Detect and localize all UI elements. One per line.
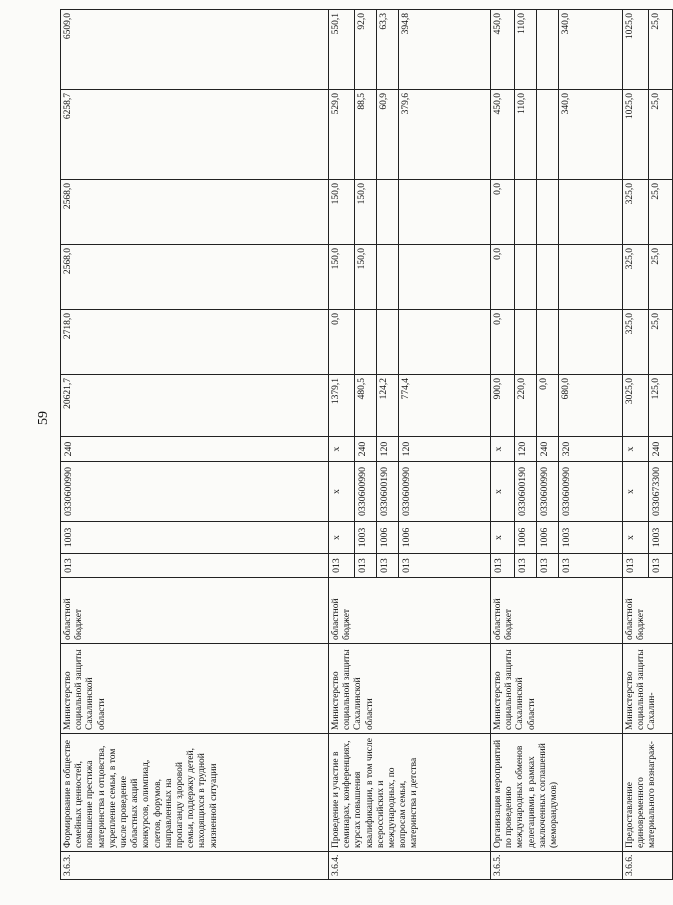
rzpr-cell: 1006 [399,522,491,554]
rzpr-cell: 1003 [61,522,329,554]
rzpr-cell: 1003 [559,522,623,554]
total-cell: 124,2 [377,375,399,437]
year2-cell [399,245,491,310]
csr-cell: 0330600990 [399,462,491,522]
year2-cell [377,245,399,310]
funding-source: областной бюджет [329,578,491,644]
year5-cell [537,10,559,90]
grbs-cell: 013 [377,554,399,578]
row-number: 3.6.6. [623,852,673,880]
year4-cell: 110,0 [515,90,537,180]
csr-cell: 0330600990 [559,462,623,522]
grbs-cell: 013 [399,554,491,578]
row-number: 3.6.3. [61,852,329,880]
page-number: 59 [36,411,51,425]
csr-cell: 0330673300 [649,462,673,522]
year5-cell: 92,0 [355,10,377,90]
grbs-cell: 013 [491,554,515,578]
year1-cell [537,310,559,375]
funding-source: областной бюджет [491,578,623,644]
rzpr-cell: х [491,522,515,554]
total-cell: 125,0 [649,375,673,437]
vr-cell: 240 [355,437,377,462]
total-cell: 220,0 [515,375,537,437]
year3-cell [537,180,559,245]
executor: Министерство социальной защиты Сахалинской области [61,644,329,734]
year3-cell: 25,0 [649,180,673,245]
vr-cell: х [491,437,515,462]
measure-name: Проведение и участие в семинарах, конференциях, курсах повышения квалификации, в том числе всероссийских и международных, по вопросам семьи, материнства и детства [329,734,491,852]
grbs-cell: 013 [355,554,377,578]
rzpr-cell: 1006 [515,522,537,554]
year2-cell: 150,0 [329,245,355,310]
year4-cell: 1025,0 [623,90,649,180]
vr-cell: 120 [377,437,399,462]
vr-cell: 320 [559,437,623,462]
measure-name: Организация мероприятий по проведению международных обменов делегациями, в рамках заключенных соглашений (меморандумов) [491,734,623,852]
year2-cell [515,245,537,310]
year3-cell [377,180,399,245]
vr-cell: х [329,437,355,462]
rzpr-cell: 1006 [377,522,399,554]
measure-name: Формирование в обществе семейных ценностей, повышение престижа материнства и отцовства, укрепление семьи, в том числе проведение областных акций конкурсов, олимпиад, слетов, форумов, направленных на пропаганду здоровой семьи, поддержку детей, находящихся в трудной жизненной ситуации [61,734,329,852]
year4-cell: 6258,7 [61,90,329,180]
year5-cell: 450,0 [491,10,515,90]
rzpr-cell: 1003 [355,522,377,554]
csr-cell: х [623,462,649,522]
year3-cell: 0,0 [491,180,515,245]
table-row [623,10,649,880]
csr-cell: 0330600990 [61,462,329,522]
csr-cell: х [491,462,515,522]
year2-cell [537,245,559,310]
table-row [61,10,329,880]
year5-cell: 63,3 [377,10,399,90]
total-cell: 3025,0 [623,375,649,437]
year1-cell: 25,0 [649,310,673,375]
year1-cell: 2718,0 [61,310,329,375]
rotated-table-container [60,10,662,880]
vr-cell: х [623,437,649,462]
vr-cell: 240 [61,437,329,462]
executor: Министерство социальной защиты Сахалинской области [491,644,623,734]
year3-cell [399,180,491,245]
table-row [491,10,515,880]
year2-cell: 0,0 [491,245,515,310]
csr-cell: х [329,462,355,522]
year3-cell: 325,0 [623,180,649,245]
year1-cell: 325,0 [623,310,649,375]
year1-cell [515,310,537,375]
total-cell: 1379,1 [329,375,355,437]
year4-cell: 340,0 [559,90,623,180]
csr-cell: 0330600190 [377,462,399,522]
year5-cell: 550,1 [329,10,355,90]
year5-cell: 110,0 [515,10,537,90]
rzpr-cell: 1003 [649,522,673,554]
year5-cell: 25,0 [649,10,673,90]
total-cell: 774,4 [399,375,491,437]
rzpr-cell: х [623,522,649,554]
year2-cell: 2568,0 [61,245,329,310]
csr-cell: 0330600990 [537,462,559,522]
year2-cell: 325,0 [623,245,649,310]
grbs-cell: 013 [329,554,355,578]
year4-cell: 25,0 [649,90,673,180]
rzpr-cell: х [329,522,355,554]
year4-cell: 379,6 [399,90,491,180]
vr-cell: 120 [399,437,491,462]
year1-cell [399,310,491,375]
vr-cell: 240 [537,437,559,462]
grbs-cell: 013 [515,554,537,578]
total-cell: 900,0 [491,375,515,437]
funding-source: областной бюджет [61,578,329,644]
grbs-cell: 013 [649,554,673,578]
year2-cell: 150,0 [355,245,377,310]
year3-cell: 150,0 [329,180,355,245]
grbs-cell: 013 [537,554,559,578]
year2-cell [559,245,623,310]
year4-cell: 88,5 [355,90,377,180]
csr-cell: 0330600990 [355,462,377,522]
year5-cell: 394,8 [399,10,491,90]
vr-cell: 120 [515,437,537,462]
csr-cell: 0330600190 [515,462,537,522]
funding-source: областной бюджет [623,578,673,644]
year4-cell: 60,9 [377,90,399,180]
table-row [329,10,355,880]
measure-name: Предоставление единовременного материального вознаграж- [623,734,673,852]
grbs-cell: 013 [623,554,649,578]
year1-cell [559,310,623,375]
row-number: 3.6.5. [491,852,623,880]
year5-cell: 340,0 [559,10,623,90]
year2-cell: 25,0 [649,245,673,310]
year5-cell: 1025,0 [623,10,649,90]
total-cell: 680,0 [559,375,623,437]
grbs-cell: 013 [61,554,329,578]
year4-cell [537,90,559,180]
year5-cell: 6509,0 [61,10,329,90]
grbs-cell: 013 [559,554,623,578]
executor: Министерство социальной защиты Сахалинской области [329,644,491,734]
year1-cell: 0,0 [491,310,515,375]
row-number: 3.6.4. [329,852,491,880]
total-cell: 480,5 [355,375,377,437]
year4-cell: 450,0 [491,90,515,180]
year4-cell: 529,0 [329,90,355,180]
year1-cell [377,310,399,375]
budget-table [60,9,673,880]
vr-cell: 240 [649,437,673,462]
total-cell: 0,0 [537,375,559,437]
year3-cell [559,180,623,245]
total-cell: 20621,7 [61,375,329,437]
year1-cell [355,310,377,375]
year3-cell: 2568,0 [61,180,329,245]
rzpr-cell: 1006 [537,522,559,554]
year3-cell: 150,0 [355,180,377,245]
year1-cell: 0,0 [329,310,355,375]
executor: Министерство социальной защиты Сахалин- [623,644,673,734]
year3-cell [515,180,537,245]
